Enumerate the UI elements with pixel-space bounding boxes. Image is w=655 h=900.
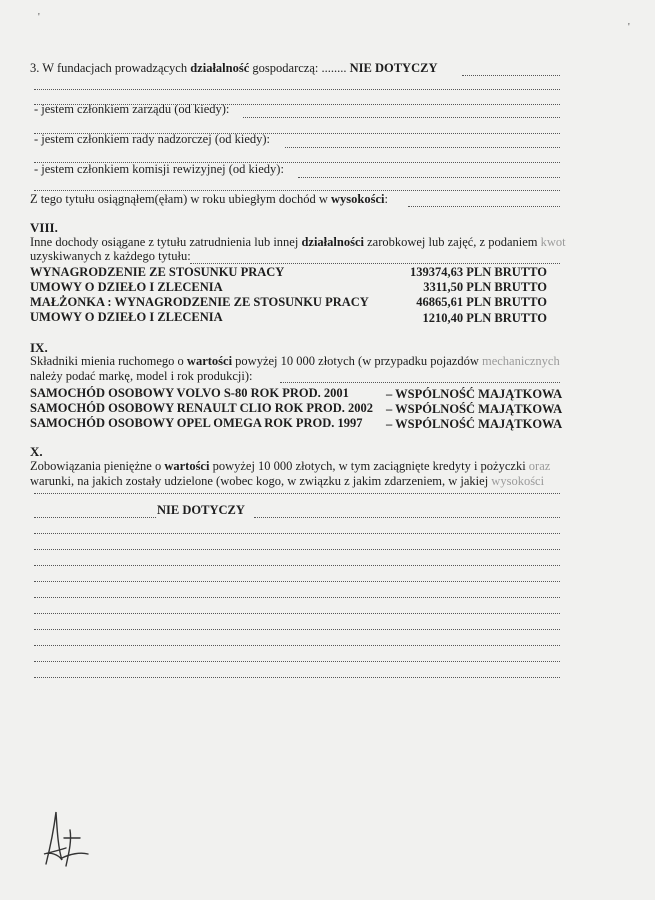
section3-suffix: gospodarczą: ........ xyxy=(249,61,350,75)
scan-mark: ' xyxy=(628,22,630,33)
income-label: UMOWY O DZIEŁO I ZLECENIA xyxy=(30,310,223,324)
section10-heading: X. xyxy=(30,444,43,459)
dotted-line xyxy=(462,74,560,76)
section8-intro-faded: kwot xyxy=(540,235,566,249)
section8-intro1 xyxy=(30,235,566,250)
income-amount: 139374,63 PLN BRUTTO xyxy=(410,265,547,279)
income-label: UMOWY O DZIEŁO I ZLECENIA xyxy=(30,280,223,294)
section10-intro-suffix: powyżej 10 000 złotych, w tym zaciągnięte kredyty i pożyczki xyxy=(209,459,529,473)
dotted-line xyxy=(34,612,560,614)
section9-intro-faded: mechanicznych xyxy=(481,354,560,368)
section10-value: NIE DOTYCZY xyxy=(157,503,245,517)
section3-line xyxy=(30,61,437,76)
section9-intro1 xyxy=(30,354,560,369)
section3-prefix: 3. W fundacjach prowadzących xyxy=(30,61,191,75)
vehicle-status: – WSPÓLNOŚĆ MAJĄTKOWA xyxy=(386,417,563,431)
section9-intro-suffix: powyżej 10 000 złotych (w przypadku pojazdów xyxy=(232,354,482,368)
section8-intro-bold: działalności xyxy=(301,235,364,249)
dotted-line xyxy=(298,176,560,178)
dotted-line xyxy=(408,205,560,207)
dotted-line xyxy=(34,516,156,518)
income-amount: 1210,40 PLN BRUTTO xyxy=(422,311,547,325)
section10-intro2-faded: wysokości xyxy=(491,474,545,488)
income-label: MAŁŻONKA : WYNAGRODZENIE ZE STOSUNKU PRACY xyxy=(30,295,369,309)
section10-intro2-text: warunki, na jakich zostały udzielone (wobec kogo, w związku z jakim zdarzeniem, w jakiej xyxy=(30,474,492,488)
dotted-line xyxy=(254,516,560,518)
section10-intro-prefix: Zobowiązania pieniężne o xyxy=(30,459,165,473)
section8-intro-prefix: Inne dochody osiągane z tytułu zatrudnienia lub innej xyxy=(30,235,302,249)
dotted-line xyxy=(34,628,560,630)
dochod-bold: wysokości xyxy=(330,192,385,206)
section10-intro-bold: wartości xyxy=(164,459,210,473)
section10-intro2 xyxy=(30,474,544,489)
dotted-line xyxy=(34,660,560,662)
scan-mark: ' xyxy=(38,12,40,23)
dotted-line xyxy=(34,676,560,678)
signature-image xyxy=(40,808,100,870)
vehicle-label: SAMOCHÓD OSOBOWY RENAULT CLIO ROK PROD. 2002 xyxy=(30,401,373,415)
income-label: WYNAGRODZENIE ZE STOSUNKU PRACY xyxy=(30,265,285,279)
komisja-line: - jestem członkiem komisji rewizyjnej (od kiedy): xyxy=(34,162,284,176)
dochod-suffix: : xyxy=(384,192,388,206)
dotted-line xyxy=(243,116,560,118)
vehicle-status: – WSPÓLNOŚĆ MAJĄTKOWA xyxy=(386,387,563,401)
income-amount: 46865,61 PLN BRUTTO xyxy=(416,295,547,309)
income-amount: 3311,50 PLN BRUTTO xyxy=(423,280,547,294)
section9-heading: IX. xyxy=(30,340,48,355)
dochod-line xyxy=(30,192,388,207)
section9-intro-prefix: Składniki mienia ruchomego o xyxy=(30,354,187,368)
vehicle-label: SAMOCHÓD OSOBOWY OPEL OMEGA ROK PROD. 1997 xyxy=(30,416,363,430)
dotted-line xyxy=(34,548,560,550)
zarzad-line: - jestem członkiem zarządu (od kiedy): xyxy=(34,102,230,116)
dotted-line xyxy=(34,189,560,191)
dotted-line xyxy=(34,564,560,566)
dotted-line xyxy=(34,492,560,494)
section3-bold: działalność xyxy=(190,61,250,75)
dotted-line xyxy=(34,532,560,534)
section10-intro1 xyxy=(30,459,550,474)
section8-intro2: uzyskiwanych z każdego tytułu: xyxy=(30,249,191,263)
dotted-line xyxy=(280,381,560,383)
section8-heading: VIII. xyxy=(30,220,58,235)
section8-intro-suffix: zarobkowej lub zajęć, z podaniem xyxy=(363,235,541,249)
section9-intro2: należy podać markę, model i rok produkcji): xyxy=(30,369,253,383)
vehicle-status: – WSPÓLNOŚĆ MAJĄTKOWA xyxy=(386,402,563,416)
vehicle-label: SAMOCHÓD OSOBOWY VOLVO S-80 ROK PROD. 2001 xyxy=(30,386,349,400)
rada-line: - jestem członkiem rady nadzorczej (od kiedy): xyxy=(34,132,271,146)
dotted-line xyxy=(34,644,560,646)
section9-intro-bold: wartości xyxy=(186,354,233,368)
dotted-line xyxy=(34,580,560,582)
dotted-line xyxy=(34,596,560,598)
section10-intro-faded: oraz xyxy=(528,459,551,473)
dochod-prefix: Z tego tytułu osiągnąłem(ęłam) w roku ubiegłym dochód w xyxy=(30,192,331,206)
dotted-line xyxy=(285,146,560,148)
section3-value: NIE DOTYCZY xyxy=(349,61,438,75)
dotted-line xyxy=(190,262,560,264)
dotted-line xyxy=(34,88,560,90)
